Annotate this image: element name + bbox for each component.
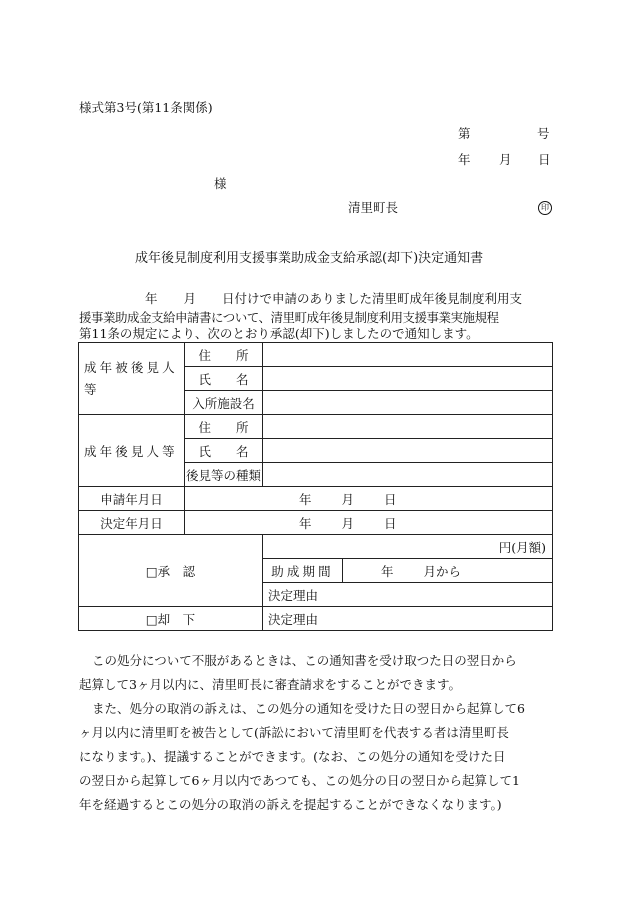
ward-facility-value[interactable] [263, 391, 553, 415]
ward-name-label: 氏 名 [185, 367, 263, 391]
document-title: 成年後見制度利用支援事業助成金支給承認(却下)決定通知書 [135, 251, 484, 266]
approve-reason-label: 決定理由 [268, 587, 319, 603]
ward-address-label: 住 所 [185, 343, 263, 367]
table-row [79, 487, 553, 511]
date-day: 日 [538, 152, 551, 167]
appeal-notes [79, 649, 551, 817]
note-line-3: また、処分の取消の訴えは、この処分の通知を受けた日の翌日から起算して6 [92, 701, 525, 716]
seal-icon: 印 [538, 201, 552, 215]
body-line-1: 年 月 日付けで申請のありました清里町成年後見制度利用支 [145, 291, 523, 306]
note-line-7: 年を経過するとこの処分の取消の訴えを提起することができなくなります。) [79, 797, 502, 812]
note-line-1: この処分について不服があるときは、この通知書を受け取つた日の翌日から [92, 653, 517, 668]
reject-reason-label: 決定理由 [268, 611, 319, 627]
number-suffix: 号 [537, 126, 550, 141]
form-number: 様式第3号(第11条関係) [79, 100, 213, 115]
ward-name-value[interactable] [263, 367, 553, 391]
ward-label-cell [79, 343, 185, 415]
guardian-address-value[interactable] [263, 415, 553, 439]
approve-reason-cell[interactable] [263, 583, 553, 607]
guardian-label: 成年後見人等 [84, 443, 178, 459]
decision-date-value[interactable]: 年 月 日 [185, 511, 553, 535]
guardian-name-label: 氏 名 [185, 439, 263, 463]
application-date-value[interactable]: 年 月 日 [185, 487, 553, 511]
ward-address-value[interactable] [263, 343, 553, 367]
ward-facility-label: 入所施設名 [185, 391, 263, 415]
date-year: 年 [458, 152, 471, 167]
issuer-name: 清里町長 [348, 200, 399, 215]
period-value[interactable]: 年 月から [343, 559, 553, 583]
note-line-6: の翌日から起算して6ヶ月以内であつても、この処分の日の翌日から起算して1 [79, 773, 520, 788]
table-row [79, 511, 553, 535]
decision-table [78, 342, 553, 631]
period-label: 助成期間 [263, 559, 343, 583]
body-line-2: 援事業助成金支給申請書について、清里町成年後見制度利用支援事業実施規程 [79, 310, 499, 325]
decision-date-label: 決定年月日 [79, 511, 185, 535]
ward-label: 成年被後見人等 [84, 359, 178, 397]
note-line-2: 起算して3ヶ月以内に、清里町長に審査請求をすることができます。 [79, 677, 461, 692]
guardian-type-value[interactable] [263, 463, 553, 487]
table-row [79, 535, 553, 559]
guardian-address-label: 住 所 [185, 415, 263, 439]
number-prefix: 第 [458, 126, 471, 141]
table-row [79, 343, 553, 367]
note-line-4: ヶ月以内に清里町を被告として(訴訟において清里町を代表する者は清里町長 [79, 725, 509, 740]
body-line-3: 第11条の規定により、次のとおり承認(却下)しましたので通知します。 [79, 326, 479, 341]
reject-option[interactable] [79, 607, 263, 631]
reject-label: □却 下 [145, 611, 196, 627]
table-row [79, 607, 553, 631]
guardian-type-label: 後見等の種類 [185, 463, 263, 487]
seal-mark [538, 198, 552, 215]
guardian-label-cell [79, 415, 185, 487]
approve-option[interactable] [79, 535, 263, 607]
body-paragraph [79, 289, 551, 343]
amount-unit: 円(月額) [498, 539, 547, 555]
approve-label: □承 認 [145, 563, 196, 579]
note-line-5: になります。)、提議することができます。(なお、この処分の通知を受けた日 [79, 749, 506, 764]
amount-value[interactable] [263, 535, 553, 559]
addressee-honorific: 様 [214, 176, 227, 191]
table-row [79, 415, 553, 439]
application-date-label: 申請年月日 [79, 487, 185, 511]
reject-reason-cell[interactable] [263, 607, 553, 631]
date-month: 月 [499, 152, 512, 167]
guardian-name-value[interactable] [263, 439, 553, 463]
